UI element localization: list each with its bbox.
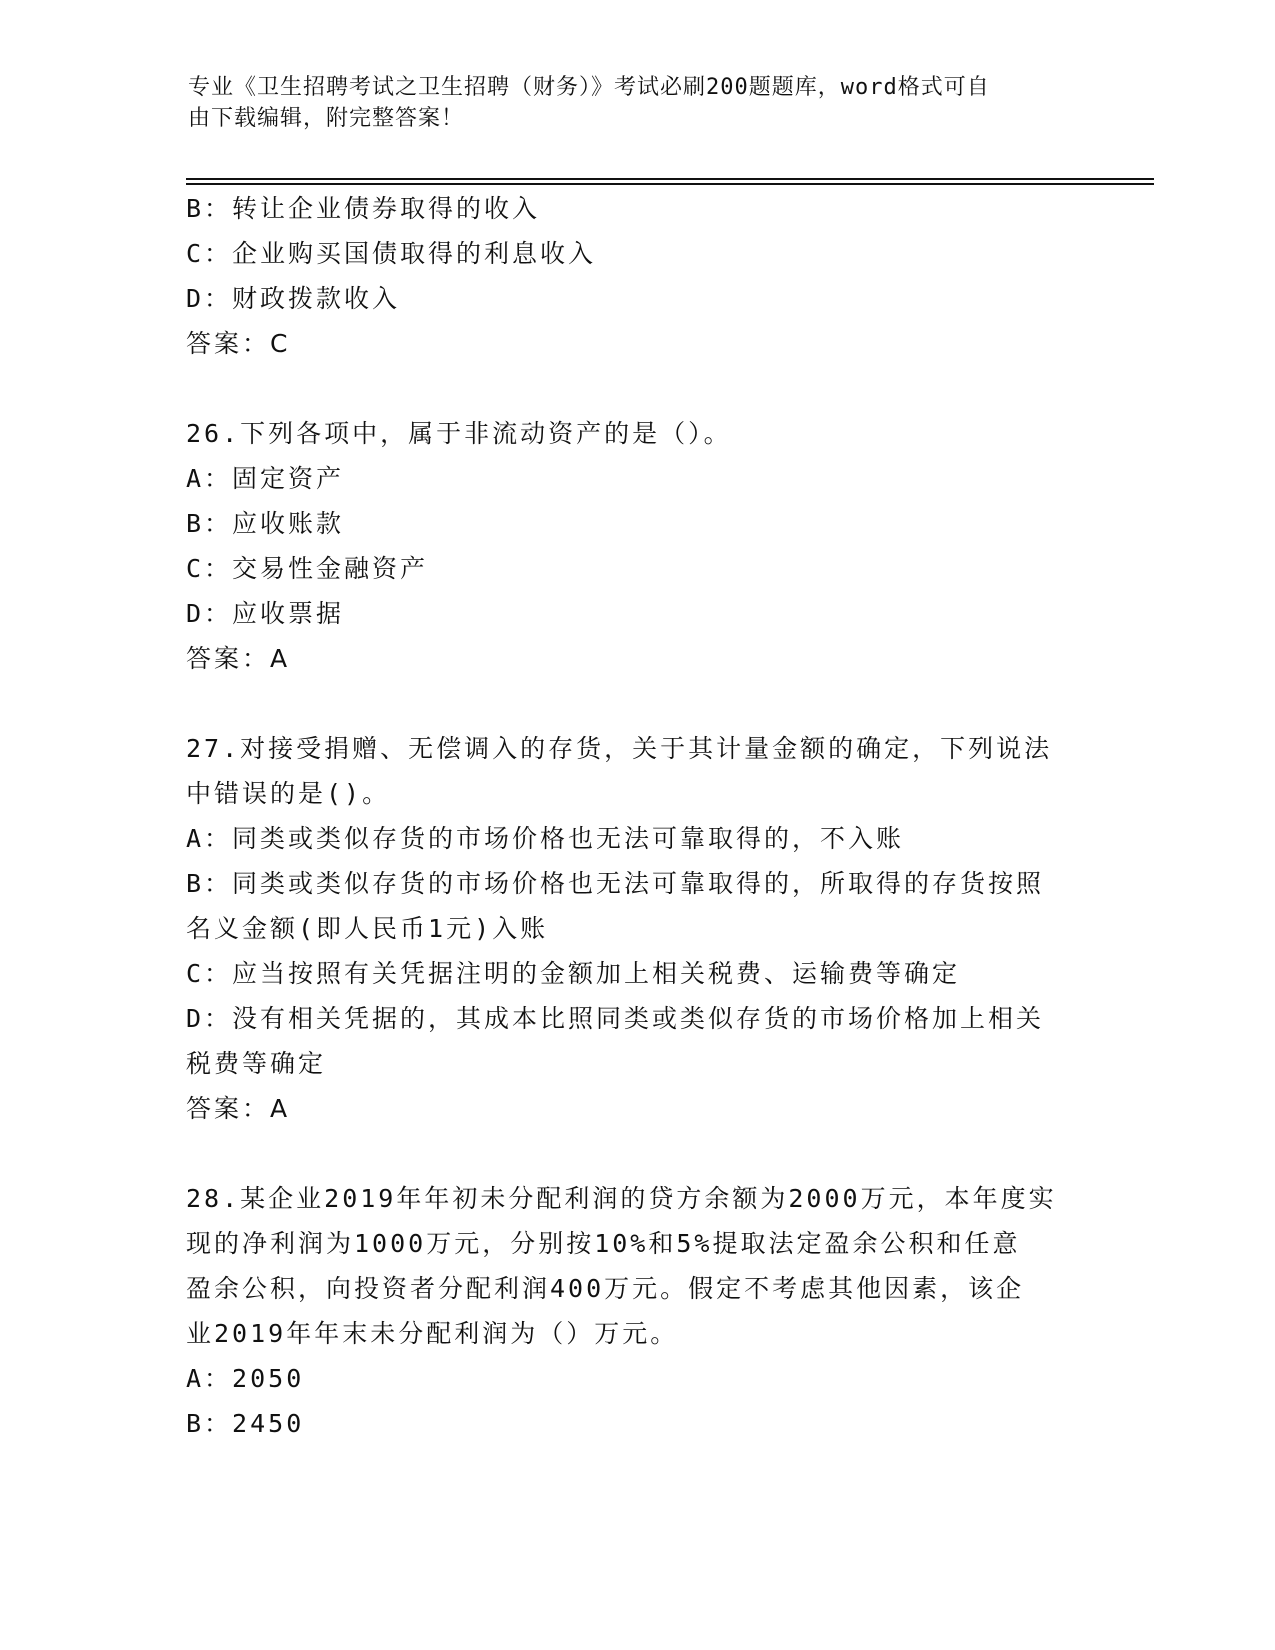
question-stem-line: 28.某企业2019年年初未分配利润的贷方余额为2000万元，本年度实	[186, 1184, 1057, 1213]
option-c: C：交易性金融资产	[186, 554, 429, 583]
option-d-continued: 税费等确定	[186, 1049, 327, 1078]
option-a: A：同类或类似存货的市场价格也无法可靠取得的，不入账	[186, 824, 905, 853]
document-header	[188, 72, 1068, 134]
question-stem-line: 中错误的是()。	[186, 779, 391, 808]
option-a: A：固定资产	[186, 464, 345, 493]
question-stem: 26.下列各项中，属于非流动资产的是（）。	[186, 419, 732, 448]
header-divider-top	[186, 178, 1154, 180]
option-b: B：应收账款	[186, 509, 345, 538]
question-28	[186, 1176, 1081, 1446]
option-c: C：企业购买国债取得的利息收入	[186, 239, 597, 268]
header-line-1: 专业《卫生招聘考试之卫生招聘（财务）》考试必刷200题题库，word格式可自	[188, 75, 990, 100]
answer: 答案：C	[186, 329, 291, 358]
option-c: C：应当按照有关凭据注明的金额加上相关税费、运输费等确定	[186, 959, 961, 988]
question-spacer	[186, 1132, 1081, 1176]
question-27	[186, 726, 1081, 1132]
option-b-continued: 名义金额(即人民币1元)入账	[186, 914, 549, 943]
question-spacer	[186, 367, 1081, 411]
question-list	[186, 186, 1081, 1446]
question-stem-line: 盈余公积，向投资者分配利润400万元。假定不考虑其他因素，该企	[186, 1274, 1025, 1303]
option-d: D：没有相关凭据的，其成本比照同类或类似存货的市场价格加上相关	[186, 1004, 1045, 1033]
option-b: B：2450	[186, 1409, 305, 1438]
option-d: D：财政拨款收入	[186, 284, 401, 313]
question-stem-line: 业2019年年末未分配利润为（）万元。	[186, 1319, 679, 1348]
option-d: D：应收票据	[186, 599, 345, 628]
option-b: B：同类或类似存货的市场价格也无法可靠取得的，所取得的存货按照	[186, 869, 1045, 898]
question-26	[186, 411, 1081, 682]
header-line-2: 由下载编辑，附完整答案！	[188, 106, 465, 131]
answer: 答案：A	[186, 644, 291, 673]
question-stem-line: 现的净利润为1000万元，分别按10%和5%提取法定盈余公积和任意	[186, 1229, 1021, 1258]
question-spacer	[186, 682, 1081, 726]
option-b: B：转让企业债券取得的收入	[186, 194, 541, 223]
option-a: A：2050	[186, 1364, 305, 1393]
answer: 答案：A	[186, 1094, 291, 1123]
question-25-tail	[186, 186, 1081, 367]
question-stem-line: 27.对接受捐赠、无偿调入的存货，关于其计量金额的确定，下列说法	[186, 734, 1053, 763]
header-divider-bottom	[186, 183, 1154, 185]
